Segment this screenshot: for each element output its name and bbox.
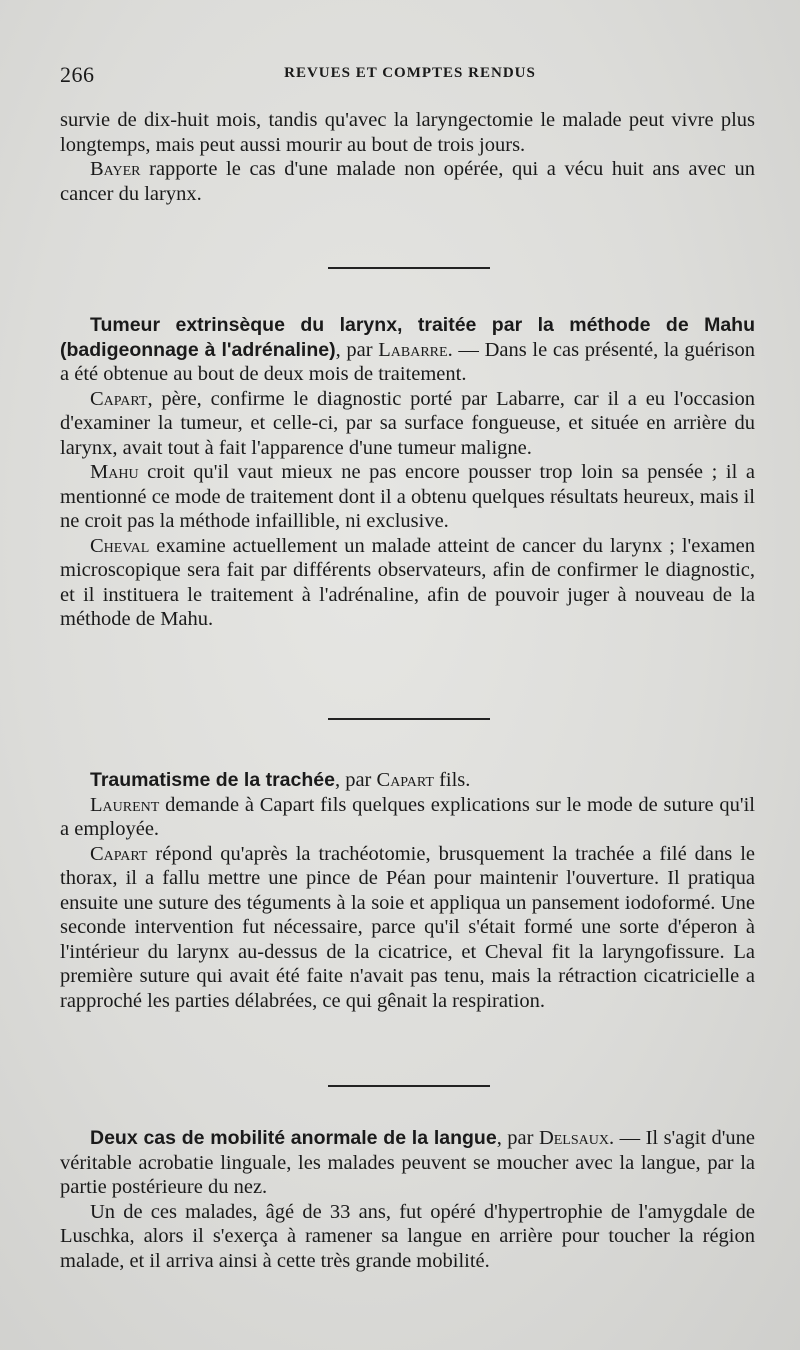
paragraph xyxy=(60,387,755,461)
page-header xyxy=(60,62,760,90)
section-intro xyxy=(60,313,755,387)
paragraph xyxy=(60,842,755,1014)
section-title: Tumeur extrinsèque du larynx, traitée par la méthode de Mahu (badigeonnage à l'adrénaline) xyxy=(60,314,755,361)
speaker-name: Bayer xyxy=(90,158,141,180)
byline-prefix: , par xyxy=(496,1127,539,1149)
continued-section xyxy=(60,108,755,206)
paragraph-text: répond qu'après la trachéotomie, brusquement la trachée a filé dans le thorax, il a fallu mettre une pince de Péan pour maintenir l'ouverture. Il pratiqua ensuite une suture des téguments à la soie et appliqua un pansement iodoformé. Une seconde intervention fut nécessaire, parce qu'il s'était formé une sorte d'éperon à l'intérieur du larynx au-dessus de la cicatrice, et Cheval fit la laryngofissure. La première suture qui avait été faite n'avait pas tenu, mais la rétraction cicatricielle a rapproché les parties délabrées, ce qui gênait la respiration. xyxy=(60,842,755,1012)
section-divider xyxy=(328,267,490,269)
section-traumatisme-trachee xyxy=(60,768,755,1013)
byline-prefix: , par xyxy=(334,769,377,791)
section-mobilite-langue xyxy=(60,1126,755,1273)
paragraph-text: rapporte le cas d'une malade non opérée, qui a vécu huit ans avec un cancer du larynx. xyxy=(60,158,755,205)
paragraph-text: survie de dix-huit mois, tandis qu'avec la laryngectomie le malade peut vivre plus longtemps, mais peut aussi mourir au bout de trois jours. xyxy=(60,109,755,156)
paragraph xyxy=(60,534,755,632)
section-intro xyxy=(60,768,755,793)
running-head: REVUES ET COMPTES RENDUS xyxy=(284,65,536,81)
section-author: Labarre xyxy=(378,338,448,361)
speaker-name: Capart xyxy=(90,842,148,865)
section-author: Capart xyxy=(376,769,434,791)
section-author: Delsaux xyxy=(538,1127,609,1149)
paragraph xyxy=(60,1200,755,1274)
section-title: Traumatisme de la trachée xyxy=(90,769,335,791)
paragraph-text: demande à Capart fils quelques explications sur le mode de suture qu'il a employée. xyxy=(60,793,755,840)
paragraph-text: . — Dans le cas présenté, la guérison a été obtenue au bout de deux mois de traitement. xyxy=(60,338,755,385)
paragraph-text: examine actuellement un malade atteint de cancer du larynx ; l'examen microscopique sera fait par différents observateurs, afin de confirmer le diagnostic, et il instituera le traitement à l'adrénaline, afin de pouvoir juger à nouveau de la méthode de Mahu. xyxy=(60,534,755,630)
byline-prefix: , par xyxy=(335,338,379,361)
speaker-name: Cheval xyxy=(90,534,150,557)
section-divider xyxy=(328,1085,490,1087)
section-tumeur-extrinseque xyxy=(60,313,755,632)
paragraph-text: Un de ces malades, âgé de 33 ans, fut opéré d'hypertrophie de l'amygdale de Luschka, alors il s'exerça à ramener sa langue en arrière pour toucher la région malade, et il arriva ainsi à cette très grande mobilité. xyxy=(60,1200,755,1272)
paragraph-text: . — Il s'agit d'une véritable acrobatie linguale, les malades peuvent se moucher avec la langue, par la partie postérieure du nez. xyxy=(60,1127,755,1198)
section-title: Deux cas de mobilité anormale de la langue xyxy=(90,1127,497,1149)
section-divider xyxy=(328,718,490,720)
paragraph xyxy=(60,793,755,842)
page-number: 266 xyxy=(60,62,95,87)
paragraph-text: , père, confirme le diagnostic porté par Labarre, car il a eu l'occasion d'examiner la tumeur, et celle-ci, par sa surface fongueuse, et située en arrière du larynx, avait tout à fait l'apparence d'une tumeur maligne. xyxy=(60,387,755,459)
paragraph xyxy=(60,460,755,534)
paragraph xyxy=(60,108,755,157)
author-suffix: fils. xyxy=(433,769,471,791)
paragraph xyxy=(60,157,755,206)
section-intro xyxy=(60,1126,755,1200)
speaker-name: Laurent xyxy=(90,793,160,816)
paragraph-text: croit qu'il vaut mieux ne pas encore pousser trop loin sa pensée ; il a mentionné ce mode de traitement dont il a obtenu quelques résultats heureux, mais il ne croit pas la méthode infaillible, ni exclusive. xyxy=(60,461,755,532)
speaker-name: Mahu xyxy=(90,461,139,483)
speaker-name: Capart xyxy=(90,387,148,410)
